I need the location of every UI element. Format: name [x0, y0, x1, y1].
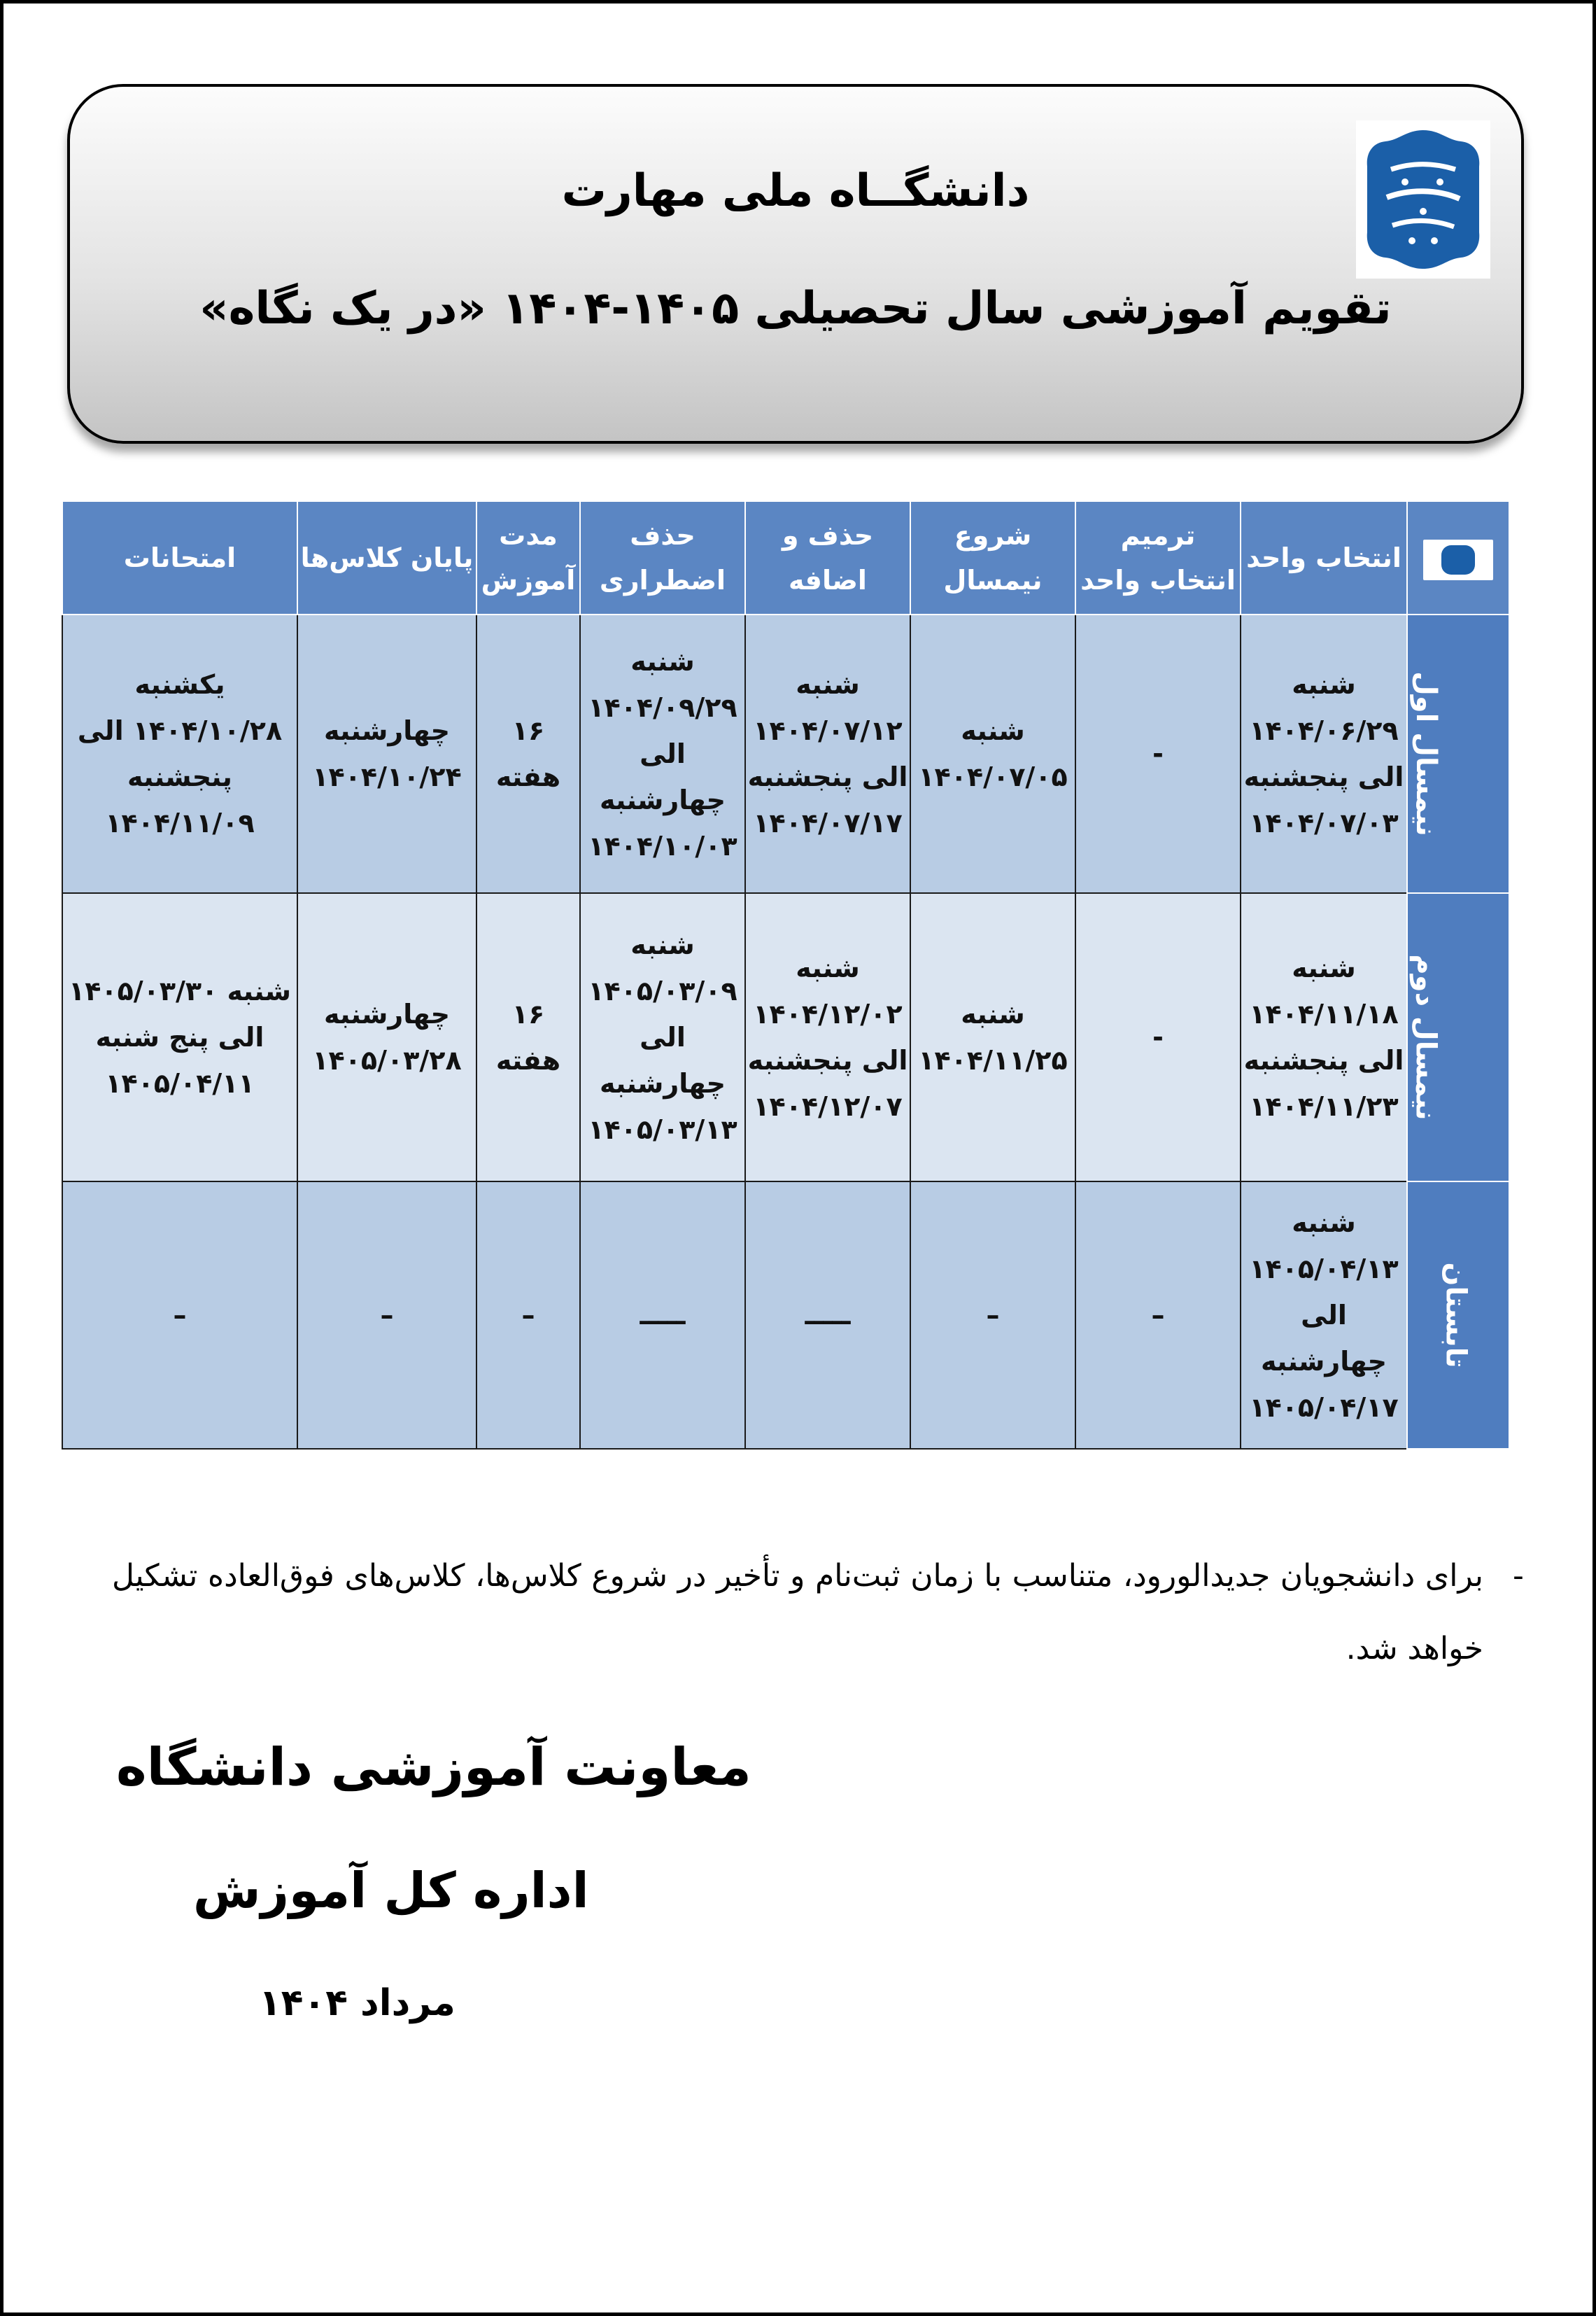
new-students-note: برای دانشجویان جدیدالورود، متناسب با زمان ثبت‌نام و تأخیر در شروع کلاس‌ها، کلاس‌های فوق‌العاده تشکیل خواهد شد.: [112, 1558, 1483, 1666]
unit-selection-cell: شنبه ۱۴۰۴/۱۱/۱۸ الی پنجشنبه ۱۴۰۴/۱۱/۲۳: [1241, 893, 1407, 1181]
semester-label: نیمسال اول: [1410, 671, 1443, 836]
emergency-drop-cell: شنبه ۱۴۰۴/۰۹/۲۹ الی چهارشنبه ۱۴۰۴/۱۰/۰۳: [580, 615, 745, 893]
duration-cell: ۱۶ هفته: [476, 893, 580, 1181]
semester-cell: [1407, 1181, 1509, 1449]
semester-label: نیمسال دوم: [1409, 954, 1442, 1121]
table-header-row: [62, 501, 1509, 615]
signature-department: اداره کل آموزش: [193, 1862, 589, 1919]
semester-cell: [1407, 615, 1509, 893]
duration-cell: –: [476, 1181, 580, 1449]
calendar-subtitle: تقویم آموزشی سال تحصیلی ۱۴۰۵-۱۴۰۴ «در یک نگاه»: [199, 283, 1392, 335]
emergency-drop-cell: ـــــ: [580, 1181, 745, 1449]
table-row: [62, 615, 1509, 893]
col-add-drop: حذف و اضافه: [745, 501, 910, 615]
classes-end-cell: چهارشنبه ۱۴۰۵/۰۳/۲۸: [297, 893, 476, 1181]
unit-revision-cell: -: [1075, 893, 1241, 1181]
col-duration: مدت آموزش: [476, 501, 580, 615]
add-drop-cell: شنبه ۱۴۰۴/۱۲/۰۲ الی پنجشنبه ۱۴۰۴/۱۲/۰۷: [745, 893, 910, 1181]
unit-selection-cell: شنبه ۱۴۰۴/۰۶/۲۹ الی پنجشنبه ۱۴۰۴/۰۷/۰۳: [1241, 615, 1407, 893]
col-semester-start: شروع نیمسال: [910, 501, 1075, 615]
duration-cell: ۱۶ هفته: [476, 615, 580, 893]
exams-cell: –: [62, 1181, 297, 1449]
classes-end-cell: –: [297, 1181, 476, 1449]
semester-cell: [1407, 893, 1509, 1181]
col-classes-end: پایان کلاس‌ها: [297, 501, 476, 615]
header-banner: [67, 84, 1524, 444]
university-title: دانشگــاه ملی مهارت: [561, 165, 1030, 217]
academic-calendar-table: [62, 500, 1510, 1450]
unit-revision-cell: -: [1075, 615, 1241, 893]
mini-logo-icon: [1423, 540, 1493, 580]
unit-revision-cell: –: [1075, 1181, 1241, 1449]
semester-start-cell: –: [910, 1181, 1075, 1449]
signature-deputy: معاونت آموزشی دانشگاه: [116, 1737, 751, 1797]
col-unit-selection: انتخاب واحد: [1241, 501, 1407, 615]
semester-start-cell: شنبه ۱۴۰۴/۱۱/۲۵: [910, 893, 1075, 1181]
add-drop-cell: ـــــ: [745, 1181, 910, 1449]
exams-cell: یکشنبه ۱۴۰۴/۱۰/۲۸ الی پنجشنبه ۱۴۰۴/۱۱/۰۹: [62, 615, 297, 893]
signature-date: مرداد ۱۴۰۴: [259, 1982, 456, 2024]
unit-selection-cell: شنبه ۱۴۰۵/۰۴/۱۳ الی چهارشنبه ۱۴۰۵/۰۴/۱۷: [1241, 1181, 1407, 1449]
table-row: [62, 893, 1509, 1181]
col-exams: امتحانات: [62, 501, 297, 615]
table-row: [62, 1181, 1509, 1449]
corner-logo-cell: [1407, 501, 1509, 615]
classes-end-cell: چهارشنبه ۱۴۰۴/۱۰/۲۴: [297, 615, 476, 893]
university-logo: [1356, 120, 1490, 279]
col-emergency-drop: حذف اضطراری: [580, 501, 745, 615]
exams-cell: شنبه ۱۴۰۵/۰۳/۳۰ الی پنج شنبه ۱۴۰۵/۰۴/۱۱: [62, 893, 297, 1181]
emergency-drop-cell: شنبه ۱۴۰۵/۰۳/۰۹ الی چهارشنبه ۱۴۰۵/۰۳/۱۳: [580, 893, 745, 1181]
semester-label: تابستان: [1439, 1262, 1472, 1368]
col-unit-revision: ترمیم انتخاب واحد: [1075, 501, 1241, 615]
semester-start-cell: شنبه ۱۴۰۴/۰۷/۰۵: [910, 615, 1075, 893]
note-bullet: -: [1513, 1558, 1524, 1594]
add-drop-cell: شنبه ۱۴۰۴/۰۷/۱۲ الی پنجشنبه ۱۴۰۴/۰۷/۱۷: [745, 615, 910, 893]
